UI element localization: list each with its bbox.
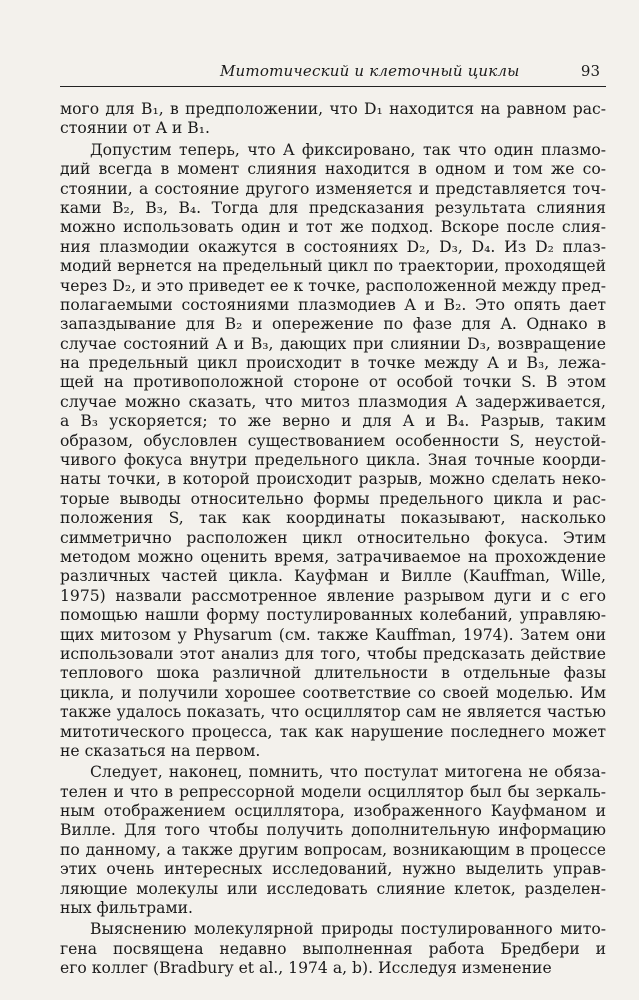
text-line: Вилле. Для того чтобы получить дополнительную информацию [60,821,606,840]
text-line: телен и что в репрессорной модели осциллятор был бы зеркаль- [60,782,606,801]
text-line: помощью нашли форму постулированных колебаний, управляю- [60,606,606,625]
text-line: щих митозом у Physarum (см. также Kauffman, 1974). Затем они [60,625,606,644]
text-line: случае можно сказать, что митоз плазмодия A задерживается, [60,392,606,411]
text-line: использовали этот анализ для того, чтобы предсказать действие [60,644,606,663]
header-rule [60,86,606,87]
text-line: его коллег (Bradbury et al., 1974 a, b). Исследуя изменение [60,959,552,978]
text-line: образом, обусловлен существованием особенности S, неустой- [60,431,606,450]
text-line: стоянии, а состояние другого изменяется и представляется точ- [60,179,606,198]
text-line: на предельный цикл происходит в точке между A и B₃, лежа- [60,354,606,373]
text-line: ляющие молекулы или исследовать слияние клеток, разделен- [60,879,606,898]
text-line: Следует, наконец, помнить, что постулат митогена не обяза- [90,763,606,782]
text-line: полагаемыми состояниями плазмодиев A и B₂. Это опять дает [60,295,606,314]
paragraph [60,141,606,762]
text-line: модий вернется на предельный цикл по траектории, проходящей [60,257,606,276]
text-line: чивого фокуса внутри предельного цикла. Зная точные коорди- [60,451,606,470]
text-line: симметрично расположен цикл относительно фокуса. Этим [60,528,606,547]
running-title: Митотический и клеточный циклы [220,62,520,80]
text-line: ным отображением осциллятора, изображенного Кауфманом и [60,802,606,821]
text-line: случае состояний A и B₃, дающих при слиянии D₃, возвращение [60,334,606,353]
text-line: ками B₂, B₃, B₄. Тогда для предсказания результата слияния [60,198,606,217]
text-line: не сказаться на первом. [60,741,261,760]
text-line: теплового шока различной длительности в отдельные фазы [60,664,606,683]
text-line: положения S, так как координаты показывают, насколько [60,509,606,528]
text-line: цикла, и получили хорошее соответствие со своей моделью. Им [60,683,606,702]
text-line: через D₂, и это приведет ее к точке, расположенной между пред- [60,276,606,295]
text-line: Выяснению молекулярной природы постулированного мито- [90,920,606,939]
text-line: а B₃ ускоряется; то же верно и для A и B₄. Разрыв, таким [60,412,606,431]
text-line: различных частей цикла. Кауфман и Вилле (Kauffman, Wille, [60,567,606,586]
text-line: также удалось показать, что осциллятор сам не является частью [60,703,606,722]
text-line: этих очень интересных исследований, нужно выделить управ- [60,860,606,879]
text-line: дий всегда в момент слияния находится в одном и том же со- [60,160,606,179]
text-line: щей на противоположной стороне от особой точки S. В этом [60,373,606,392]
text-line: ния плазмодии окажутся в состояниях D₂, D₃, D₄. Из D₂ плаз- [60,237,606,256]
text-line: ных фильтрами. [60,899,193,918]
text-line: методом можно оценить время, затрачиваемое на прохождение [60,547,606,566]
paragraph [60,763,606,918]
text-line: запаздывание для B₂ и опережение по фазе для A. Однако в [60,315,606,334]
paragraph [60,920,606,978]
text-line: можно использовать один и тот же подход. Вскоре после слия- [60,218,606,237]
page-body [60,100,606,979]
text-line: наты точки, в которой происходит разрыв, можно сделать неко- [60,470,606,489]
page-header [60,60,606,88]
text-line: торые выводы относительно формы предельного цикла и рас- [60,489,606,508]
text-line: 1975) назвали рассмотренное явление разрывом дуги и с его [60,586,606,605]
paragraph [60,100,606,139]
text-line: митотического процесса, так как нарушение последнего может [60,722,606,741]
text-line: мого для B₁, в предположении, что D₁ находится на равном рас- [60,100,606,118]
text-line: гена посвящена недавно выполненная работа Бредбери и [60,939,606,958]
text-line: по данному, а также другим вопросам, возникающим в процессе [60,840,606,859]
text-line: Допустим теперь, что A фиксировано, так что один плазмо- [90,140,606,159]
text-line: стоянии от A и B₁. [60,119,210,138]
page-number: 93 [580,62,600,80]
